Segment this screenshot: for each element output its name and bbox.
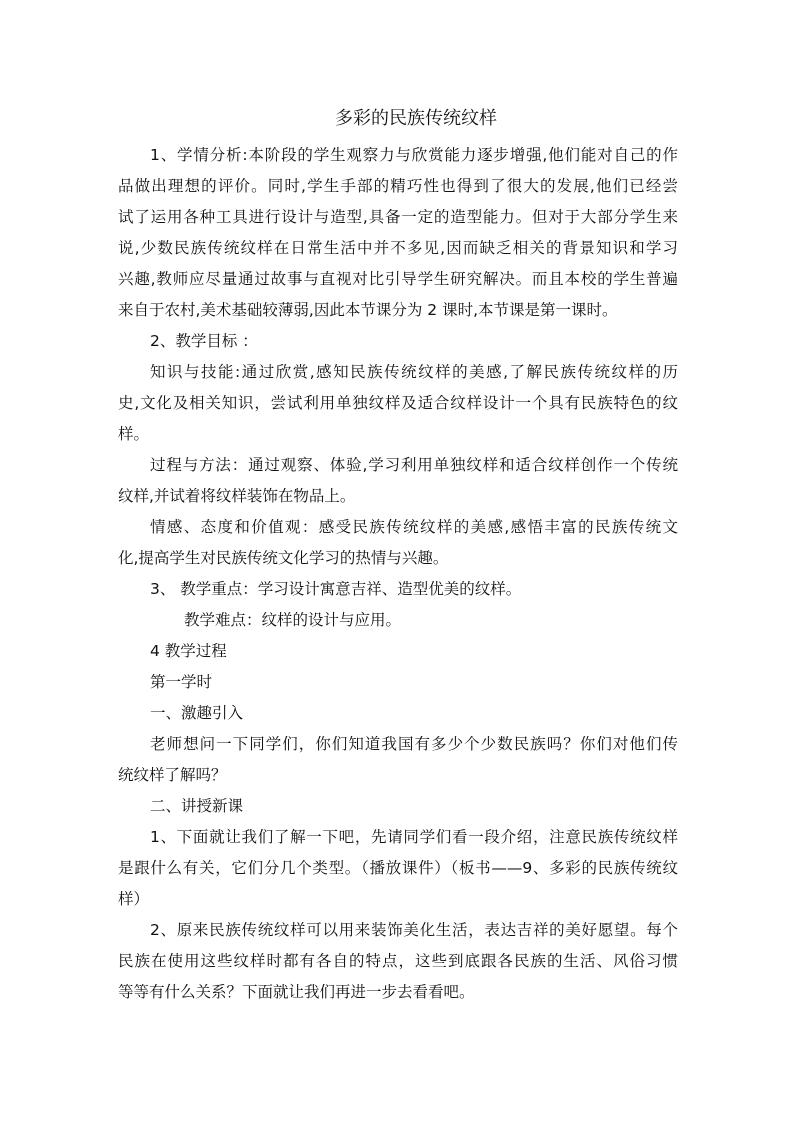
paragraph <box>118 574 678 605</box>
paragraph-line: 样） <box>118 890 150 908</box>
paragraph-line: 纹样,并试着将纹样装饰在物品上。 <box>118 487 356 505</box>
paragraph <box>118 450 678 512</box>
paragraph-line: 试了运用各种工具进行设计与造型,具备一定的造型能力。但对于大部分学生来 <box>118 208 678 226</box>
paragraph <box>118 140 678 326</box>
paragraph-line: 1、下面就让我们了解一下吧，先请同学们看一段介绍，注意民族传统纹样 <box>150 828 678 846</box>
paragraph-line: 品做出理想的评价。同时,学生手部的精巧性也得到了很大的发展,他们已经尝 <box>118 177 678 195</box>
paragraph <box>118 636 678 667</box>
document-body <box>118 140 678 1008</box>
paragraph-line: 化,提高学生对民族传统文化学习的热情与兴趣。 <box>118 549 449 567</box>
paragraph-line: 史,文化及相关知识，尝试利用单独纹样及适合纹样设计一个具有民族特色的纹 <box>118 394 678 412</box>
document-page <box>118 103 678 1008</box>
paragraph-line: 情感、态度和价值观：感受民族传统纹样的美感,感悟丰富的民族传统文 <box>150 518 678 536</box>
paragraph-line: 第一学时 <box>150 673 213 691</box>
paragraph-line: 3、 教学重点：学习设计寓意吉祥、造型优美的纹样。 <box>150 580 522 598</box>
paragraph-line: 是跟什么有关，它们分几个类型。（播放课件）（板书——9、多彩的民族传统纹 <box>118 859 678 877</box>
paragraph-line: 一、激趣引入 <box>150 704 244 722</box>
paragraph-line: 老师想问一下同学们，你们知道我国有多少个少数民族吗？你们对他们传 <box>150 735 678 753</box>
paragraph <box>118 698 678 729</box>
paragraph-line: 兴趣,教师应尽量通过故事与直视对比引导学生研究解决。而且本校的学生普遍 <box>118 270 678 288</box>
paragraph <box>118 512 678 574</box>
paragraph-line: 2、教学目标 ： <box>150 332 258 350</box>
paragraph-line: 来自于农村,美术基础较薄弱,因此本节课分为 2 课时,本节课是第一课时。 <box>118 301 618 319</box>
paragraph-line: 统纹样了解吗？ <box>118 766 227 784</box>
paragraph-line: 样。 <box>118 425 150 443</box>
paragraph-line: 知识与技能:通过欣赏,感知民族传统纹样的美感,了解民族传统纹样的历 <box>150 363 678 381</box>
paragraph-line: 说,少数民族传统纹样在日常生活中并不多见,因而缺乏相关的背景知识和学习 <box>118 239 678 257</box>
document-title: 多彩的民族传统纹样 <box>335 108 497 129</box>
paragraph-line: 2、原来民族传统纹样可以用来装饰美化生活，表达吉祥的美好愿望。每个 <box>150 921 678 939</box>
paragraph <box>118 822 678 915</box>
paragraph-line: 教学难点：纹样的设计与应用。 <box>184 611 402 629</box>
paragraph <box>118 729 678 791</box>
paragraph-line: 1、学情分析:本阶段的学生观察力与欣赏能力逐步增强,他们能对自己的作 <box>150 146 678 164</box>
paragraph-line: 民族在使用这些纹样时都有各自的特点，这些到底跟各民族的生活、风俗习惯 <box>118 952 678 970</box>
paragraph <box>118 326 678 357</box>
paragraph-line: 等等有什么关系？下面就让我们再进一步去看看吧。 <box>118 983 475 1001</box>
paragraph-line: 4 教学过程 <box>150 642 227 660</box>
paragraph <box>118 667 678 698</box>
paragraph <box>118 357 678 450</box>
paragraph <box>118 915 678 1008</box>
paragraph-line: 过程与方法：通过观察、体验,学习利用单独纹样和适合纹样创作一个传统 <box>150 456 678 474</box>
paragraph <box>118 605 678 636</box>
paragraph-line: 二、讲授新课 <box>150 797 244 815</box>
paragraph <box>118 791 678 822</box>
